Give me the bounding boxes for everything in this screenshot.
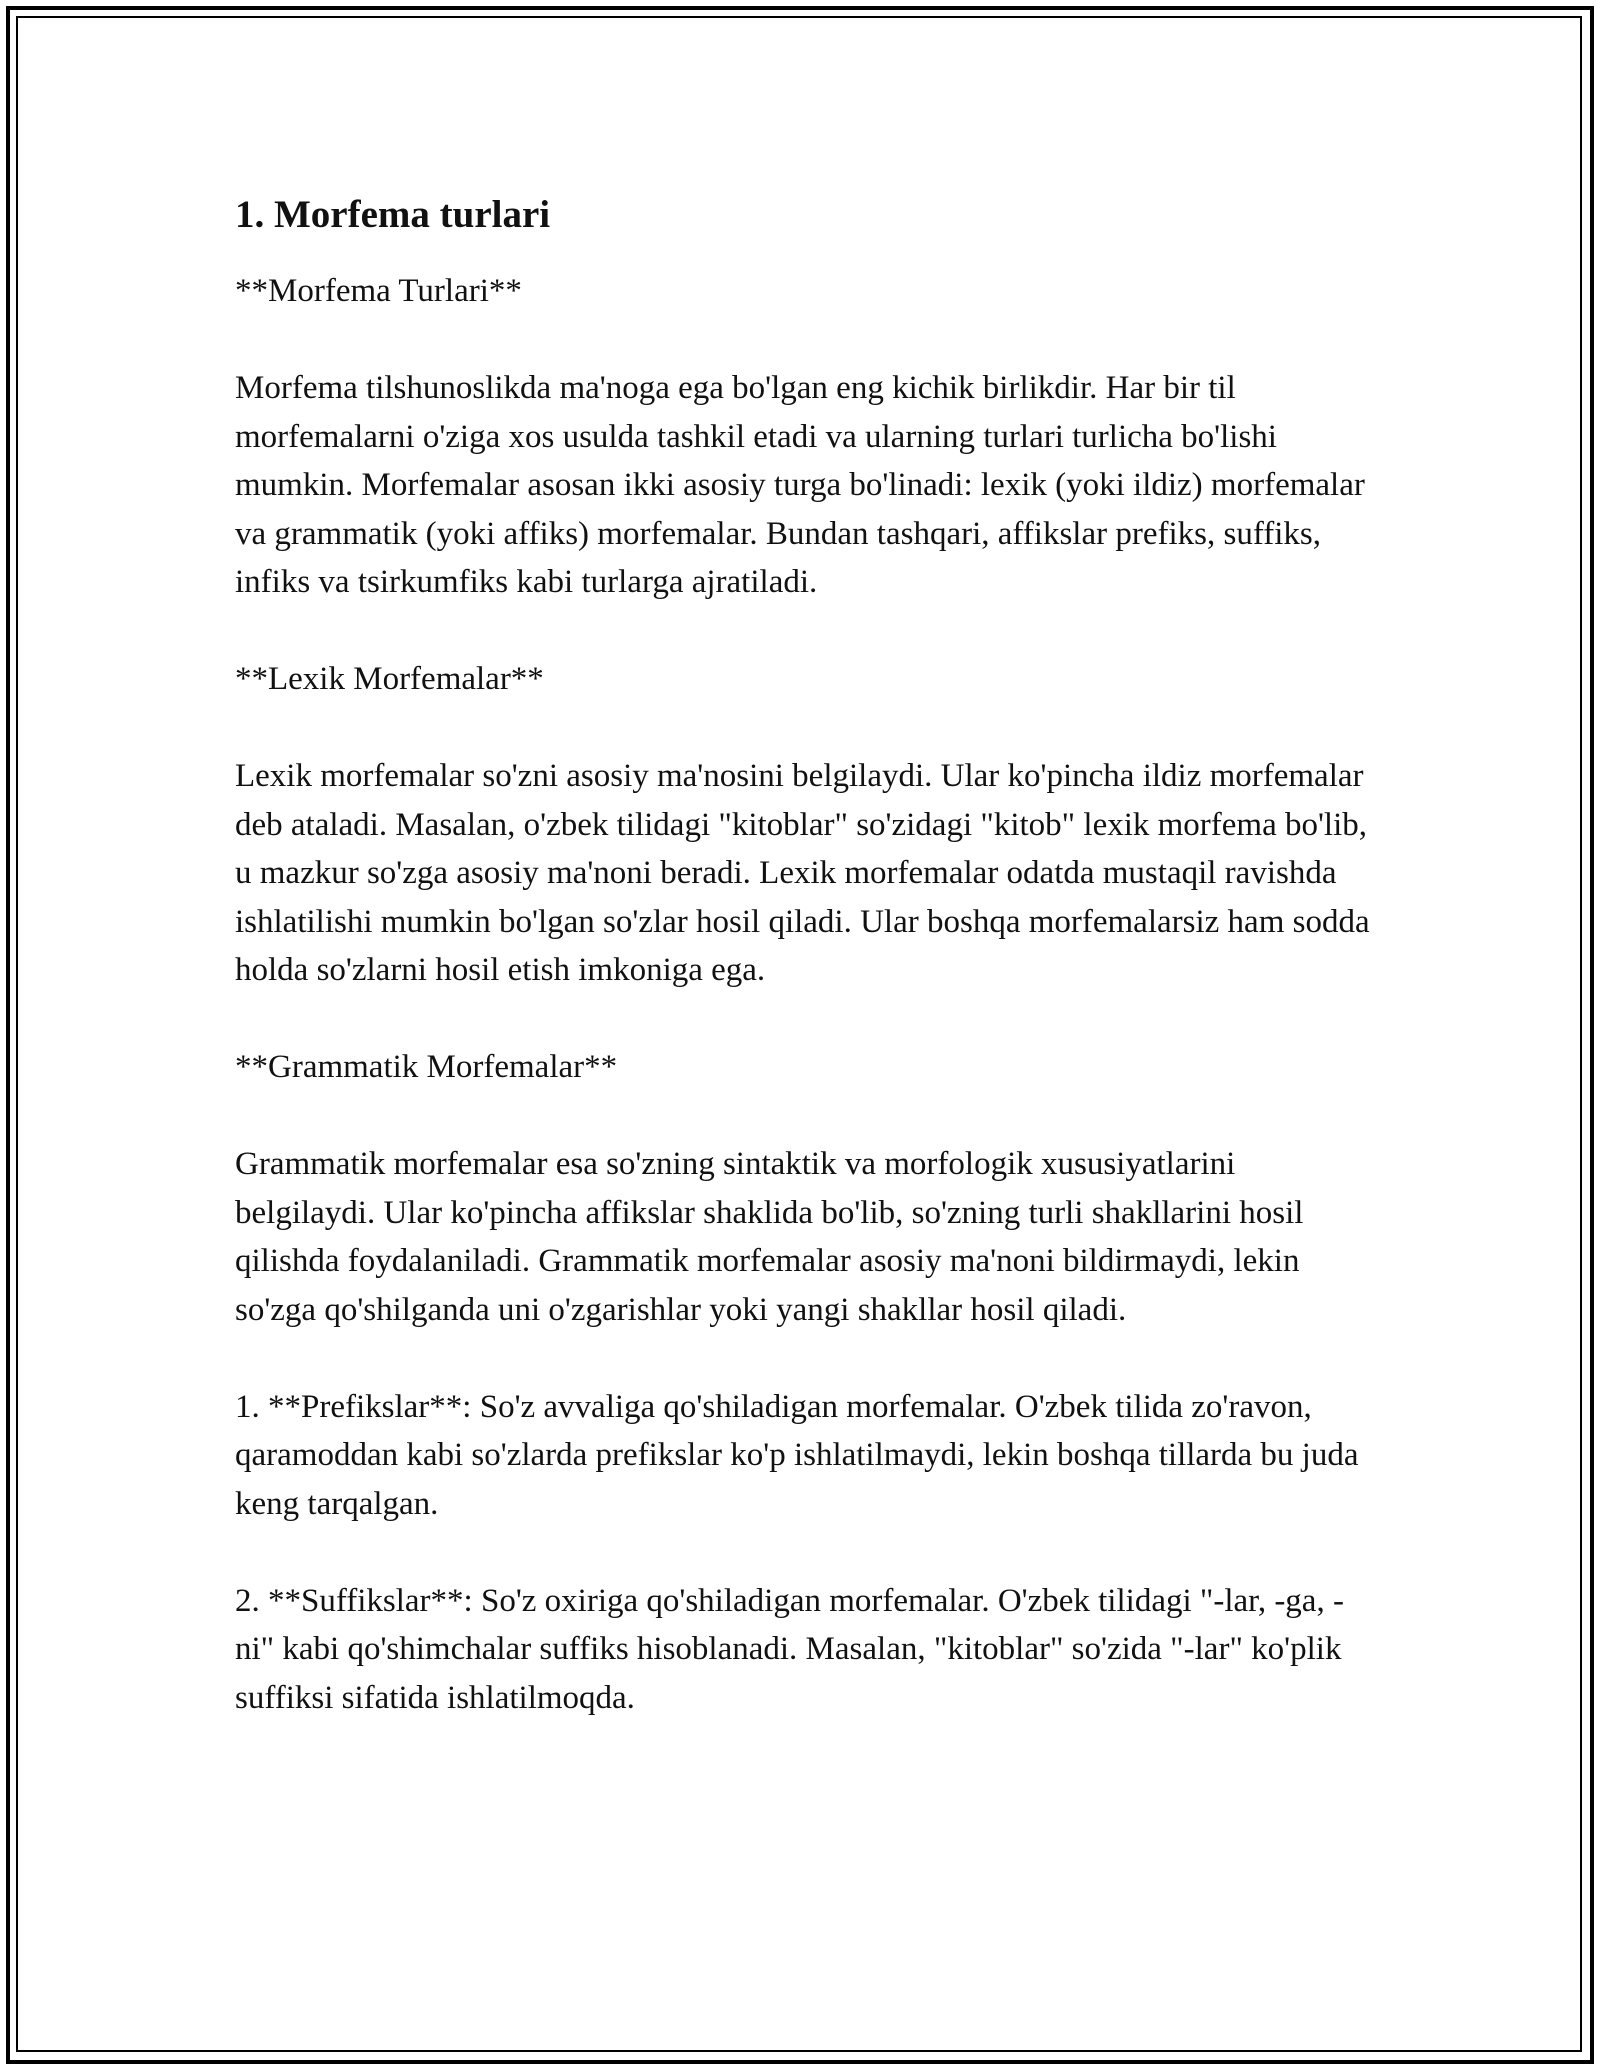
- subheading-morfema-turlari: **Morfema Turlari**: [235, 273, 522, 309]
- subheading-grammatik-morfemalar: **Grammatik Morfemalar**: [235, 1049, 618, 1085]
- subheading-lexik-morfemalar: **Lexik Morfemalar**: [235, 661, 544, 697]
- document-body: [235, 183, 1375, 1722]
- grammatik-paragraph: Grammatik morfemalar esa so'zning sintaktik va morfologik xususiyatlarini belgilaydi. Ular ko'pincha affikslar shaklida bo'lib, so'zning turli shakllarini hosil qilishda foydalaniladi. Grammatik morfemalar asosiy ma'noni bildirmaydi, lekin so'zga qo'shilganda uni o'zgarishlar yoki yangi shakllar hosil qiladi.: [235, 1146, 1304, 1328]
- intro-paragraph: Morfema tilshunoslikda ma'noga ega bo'lgan eng kichik birlikdir. Har bir til morfemalarni o'ziga xos usulda tashkil etadi va ularning turlari turlicha bo'lishi mumkin. Morfemalar asosan ikki asosiy turga bo'linadi: lexik (yoki ildiz) morfemalar va grammatik (yoki affiks) morfemalar. Bundan tashqari, affikslar prefiks, suffiks, infiks va tsirkumfiks kabi turlarga ajratiladi.: [235, 370, 1365, 600]
- section-title: 1. Morfema turlari: [235, 193, 551, 236]
- list-item-suffikslar: 2. **Suffikslar**: So'z oxiriga qo'shiladigan morfemalar. O'zbek tilidagi "-lar, -ga, -ni" kabi qo'shimchalar suffiks hisoblanadi. Masalan, "kitoblar" so'zida "-lar" ko'plik suffiksi sifatida ishlatilmoqda.: [235, 1582, 1344, 1716]
- lexik-paragraph: Lexik morfemalar so'zni asosiy ma'nosini belgilaydi. Ular ko'pincha ildiz morfemalar deb ataladi. Masalan, o'zbek tilidagi "kitoblar" so'zidagi "kitob" lexik morfema bo'lib, u mazkur so'zga asosiy ma'noni beradi. Lexik morfemalar odatda mustaqil ravishda ishlatilishi mumkin bo'lgan so'zlar hosil qiladi. Ular boshqa morfemalarsiz ham sodda holda so'zlarni hosil etish imkoniga ega.: [235, 758, 1370, 988]
- list-item-prefikslar: 1. **Prefikslar**: So'z avvaliga qo'shiladigan morfemalar. O'zbek tilida zo'ravon, qaramoddan kabi so'zlarda prefikslar ko'p ishlatilmaydi, lekin boshqa tillarda bu juda keng tarqalgan.: [235, 1388, 1359, 1522]
